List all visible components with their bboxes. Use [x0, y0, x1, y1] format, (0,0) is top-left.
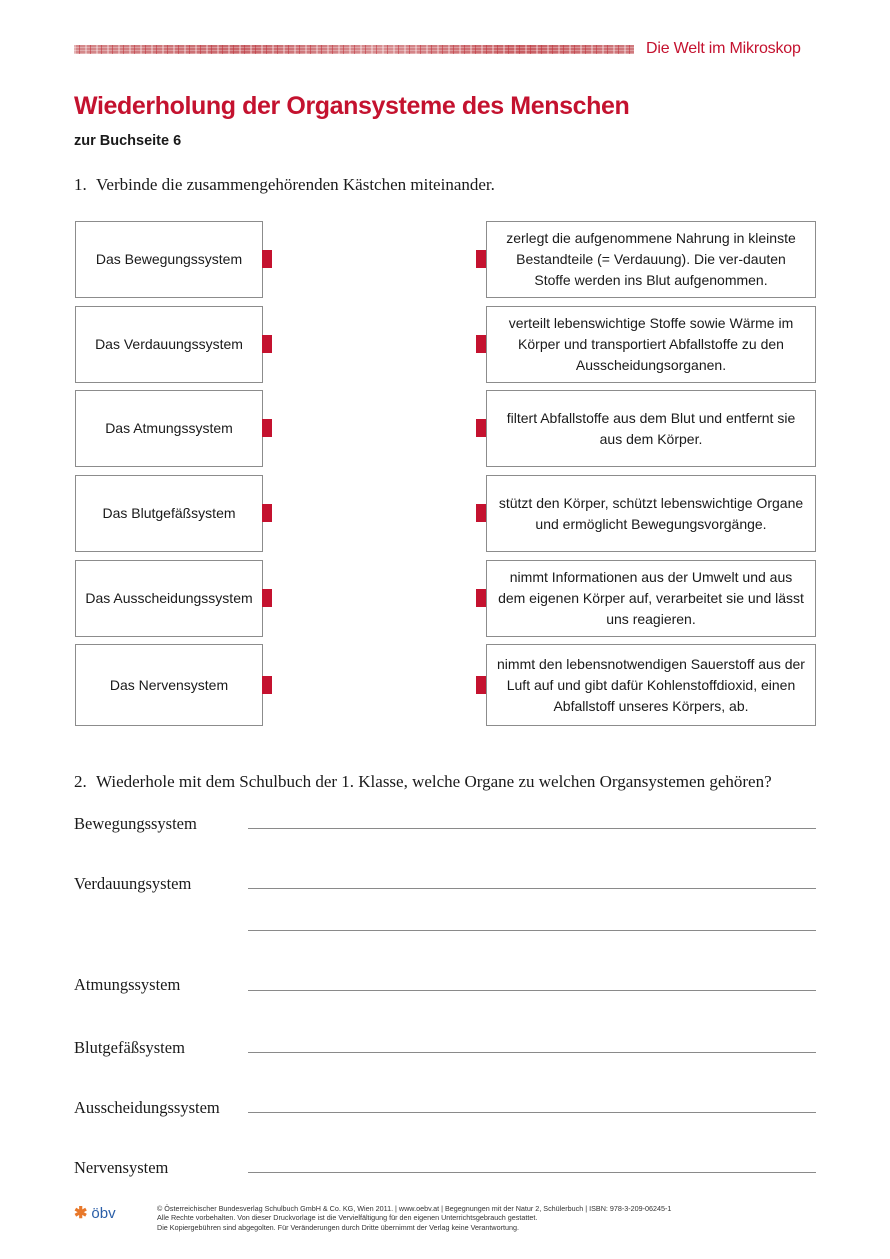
description-text: filtert Abfallstoffe aus dem Blut und entfernt sie aus dem Körper. — [506, 409, 796, 447]
answer-line-verdauung[interactable] — [248, 888, 816, 889]
publisher-logo — [74, 1203, 116, 1223]
connector-handle-left[interactable] — [262, 335, 272, 353]
connector-handle-left[interactable] — [262, 504, 272, 522]
connector-handle-left[interactable] — [262, 589, 272, 607]
answer-label-bewegung: Bewegungssystem — [74, 814, 197, 833]
system-box-label: Das Ausscheidungssystem — [85, 590, 253, 606]
answer-line-bewegung[interactable] — [248, 828, 816, 829]
system-box-blutgefaess[interactable] — [75, 475, 263, 552]
system-box-bewegung[interactable] — [75, 221, 263, 298]
system-box-label: Das Verdauungssystem — [95, 336, 243, 352]
answer-label-ausscheidung: Ausscheidungssystem — [74, 1098, 220, 1117]
description-text: stützt den Körper, schützt lebenswichtige Organe und ermöglicht Bewegungsvorgänge. — [498, 494, 804, 532]
connector-handle-right[interactable] — [476, 419, 486, 437]
answer-line-atmung[interactable] — [248, 990, 816, 991]
obv-star-figure-icon: ✱ — [74, 1205, 88, 1222]
page-title: Wiederholung der Organsysteme des Menschen — [74, 92, 630, 120]
description-text: nimmt den lebensnotwendigen Sauerstoff aus der Luft auf und gibt dafür Kohlenstoffdioxid, einen Abfallstoff unseres Körpers, ab. — [497, 655, 805, 714]
connector-handle-right[interactable] — [476, 589, 486, 607]
connector-handle-right[interactable] — [476, 504, 486, 522]
task-2-instruction: Wiederhole mit dem Schulbuch der 1. Klasse, welche Organe zu welchen Organsystemen gehören? — [96, 772, 772, 791]
description-box-circulation[interactable] — [486, 306, 816, 383]
system-box-ausscheidung[interactable] — [75, 560, 263, 637]
system-box-atmung[interactable] — [75, 390, 263, 467]
task-2-heading — [74, 772, 772, 792]
task-1-number: 1. — [74, 175, 87, 194]
copyright-line: Die Kopiergebühren sind abgegolten. Für Veränderungen durch Dritte übernimmt der Verlag keine Verantwortung. — [157, 1222, 519, 1232]
connector-handle-right[interactable] — [476, 676, 486, 694]
task-1-heading — [74, 175, 495, 195]
connector-handle-right[interactable] — [476, 250, 486, 268]
answer-line-nerven[interactable] — [248, 1172, 816, 1173]
description-box-excretion[interactable] — [486, 390, 816, 467]
answer-label-blutgefaess: Blutgefäßsystem — [74, 1038, 185, 1057]
connector-handle-left[interactable] — [262, 419, 272, 437]
connector-handle-right[interactable] — [476, 335, 486, 353]
task-1-instruction: Verbinde die zusammengehörenden Kästchen miteinander. — [96, 175, 495, 194]
description-text: verteilt lebenswichtige Stoffe sowie Wärme im Körper und transportiert Abfallstoffe zu den Ausscheidungsorganen. — [508, 315, 794, 373]
decorative-header-stripe — [74, 45, 634, 54]
system-box-verdauung[interactable] — [75, 306, 263, 383]
connector-handle-left[interactable] — [262, 676, 272, 694]
answer-label-nerven: Nervensystem — [74, 1158, 169, 1177]
answer-line-blutgefaess[interactable] — [248, 1052, 816, 1053]
task-2-number: 2. — [74, 772, 87, 791]
description-box-movement[interactable] — [486, 475, 816, 552]
description-text: nimmt Informationen aus der Umwelt und aus dem eigenen Körper auf, verarbeitet sie und lässt uns reagieren. — [498, 569, 804, 627]
answer-label-atmung: Atmungssystem — [74, 975, 181, 994]
description-box-respiration[interactable] — [486, 644, 816, 726]
description-box-digestion[interactable] — [486, 221, 816, 298]
publisher-logo-text: öbv — [91, 1204, 116, 1222]
system-box-label: Das Atmungssystem — [105, 420, 233, 436]
connector-handle-left[interactable] — [262, 250, 272, 268]
copyright-notice — [157, 1204, 671, 1232]
system-box-label: Das Nervensystem — [109, 676, 229, 693]
copyright-line: Alle Rechte vorbehalten. Von dieser Druckvorlage ist die Vervielfältigung für den eigenen Unterrichtsgebrauch gestattet. — [157, 1213, 538, 1223]
answer-label-verdauung: Verdauungsystem — [74, 874, 192, 893]
system-box-label: Das Blutgefäßsystem — [102, 505, 236, 521]
page-subtitle: zur Buchseite 6 — [74, 133, 182, 149]
description-box-nervous[interactable] — [486, 560, 816, 637]
system-box-nerven[interactable] — [75, 644, 263, 726]
answer-line-ausscheidung[interactable] — [248, 1112, 816, 1113]
answer-line-verdauung-2[interactable] — [248, 930, 816, 931]
system-box-label: Das Bewegungssystem — [95, 251, 243, 267]
description-text: zerlegt die aufgenommene Nahrung in kleinste Bestandteile (= Verdauung). Die ver-dauten Stoffe werden ins Blut aufgenommen. — [506, 230, 796, 288]
copyright-line: © Österreichischer Bundesverlag Schulbuch GmbH & Co. KG, Wien 2011. | www.oebv.at | Begegnungen mit der Natur 2, Schülerbuch | ISBN: 978-3-209-06245-1 — [157, 1204, 672, 1213]
section-label: Die Welt im Mikroskop — [646, 40, 801, 57]
